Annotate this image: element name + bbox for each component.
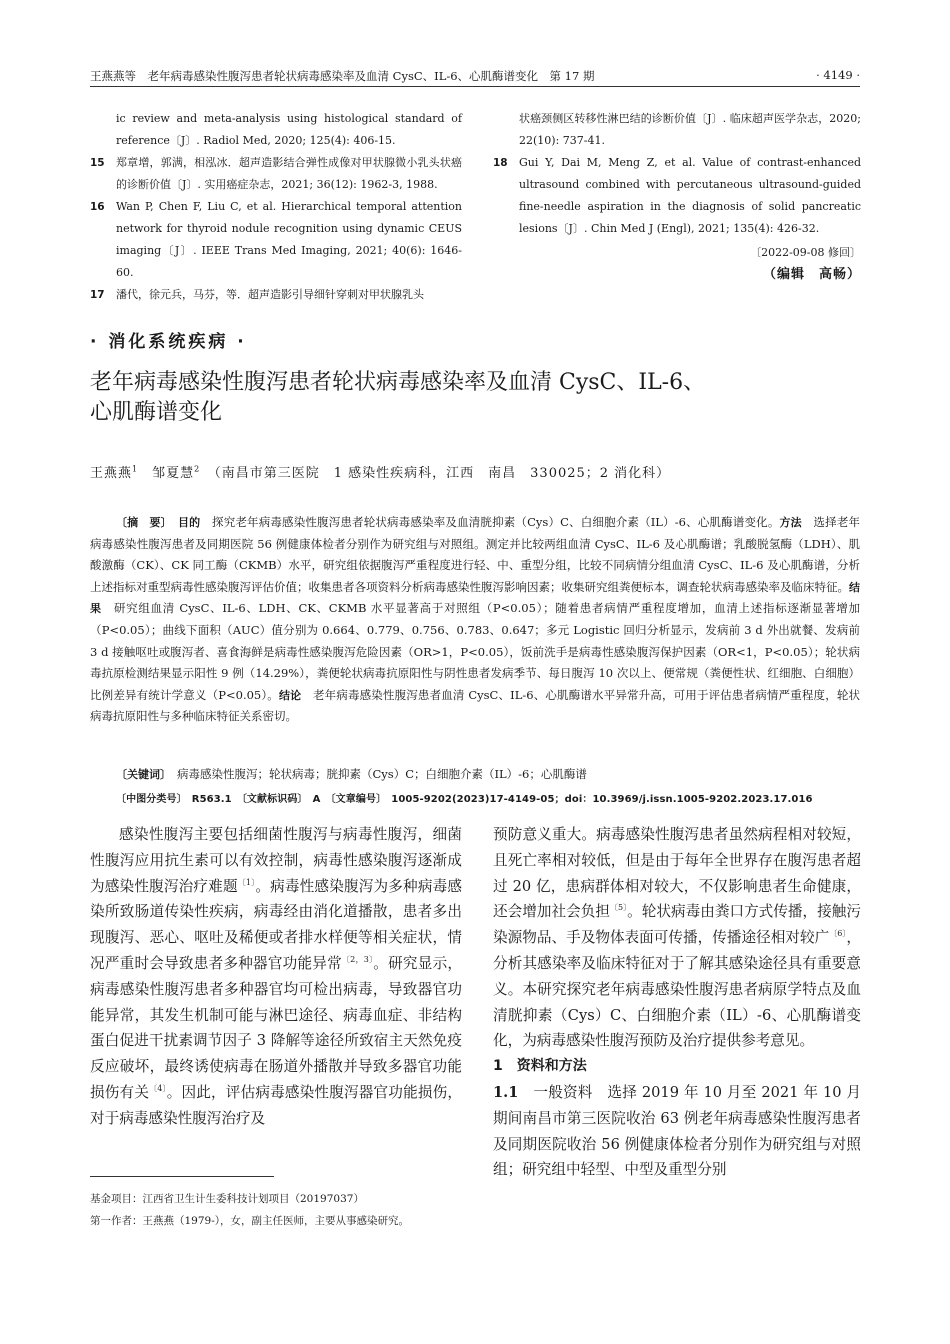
keywords: 〔关键词〕 病毒感染性腹泻；轮状病毒；胱抑素（Cys）C；白细胞介素（IL）-6；心肌酶谱 — [116, 767, 587, 781]
article-title — [90, 368, 860, 428]
author-line: 王燕燕$^1$ 邹夏慧$^2$ （南昌市第三医院 1 感染性疾病科，江西 南昌 330025；2 消化科） — [90, 464, 671, 481]
page-number: · 4149 · — [816, 68, 860, 82]
footnotes — [90, 1188, 462, 1232]
author-name: 邹夏慧 — [152, 466, 195, 481]
article-title-line: 老年病毒感染性腹泻患者轮状病毒感染率及血清 CysC、IL-6、 — [90, 370, 706, 395]
citation[interactable]: 〔6〕 — [829, 929, 847, 939]
editor-credit: （编辑 高畅） — [762, 267, 861, 282]
references-left — [90, 108, 462, 306]
article-title-line: 心肌酶谱变化 — [90, 400, 223, 425]
body-column-left — [90, 822, 462, 1132]
running-header-title: 王燕燕等 老年病毒感染性腹泻患者轮状病毒感染率及血清 CysC、IL-6、心肌酶谱变化 第 17 期 — [90, 69, 595, 83]
citation[interactable]: 〔2，3〕 — [341, 955, 374, 965]
section-label: · 消化系统疾病 · — [90, 332, 247, 352]
reference-item: ic review and meta-analysis using histological standard of reference〔J〕. Radiol Med, 2020; 125(4): 406-15. — [116, 112, 462, 147]
body-column-right — [493, 822, 861, 1183]
citation[interactable]: 〔5〕 — [609, 903, 628, 913]
citation[interactable]: 〔4〕 — [149, 1084, 167, 1094]
footnote-divider — [90, 1176, 274, 1177]
reference-item: 状癌颈侧区转移性淋巴结的诊断价值〔J〕. 临床超声医学杂志，2020; 22(10): 737-41. — [519, 112, 861, 147]
body-paragraph: 1.1 一般资料 选择 2019 年 10 月至 2021 年 10 月期间南昌市第三医院收治 63 例老年病毒感染性腹泻患者及同期医院收治 56 例健康体检者分别作为研究组与对照组；研究组中轻型、中型及重型分别 — [493, 1083, 861, 1179]
body-paragraph: 预防意义重大。病毒感染性腹泻患者虽然病程相对较短，且死亡率相对较低，但是由于每年全世界存在腹泻患者超过 20 亿，患病群体相对较大，不仅影响患者生命健康，还会增加社会负担$^{〔5〕}$。轮状病毒由粪口方式传播，接触污染源物品、手及物体表面可传播，传播途径相对较广$^{〔6〕}$，分析其感染率及临床特征对于了解其感染途径具有重要意义。本研究探究老年病毒感染性腹泻患者病原学特点及血清胱抑素（Cys）C、白细胞介素（IL）-6、心肌酶谱变化，为病毒感染性腹泻预防及治疗提供参考意见。 — [493, 826, 861, 1050]
reference-item: 16 Wan P, Chen F, Liu C, et al. Hierarchical temporal attention network for thyroid nodule recognition using dynamic CEUS imaging〔J〕. IEEE Trans Med Imaging, 2021; 40(6): 1646-60. — [90, 200, 462, 279]
references-right — [493, 108, 861, 286]
footnote-funding: 基金项目：江西省卫生计生委科技计划项目（20197037） — [90, 1193, 364, 1205]
footnote-author: 第一作者：王燕燕（1979-），女，副主任医师，主要从事感染研究。 — [90, 1215, 410, 1227]
subsection-number: 1.1 — [493, 1083, 519, 1101]
running-header — [90, 66, 860, 87]
reference-item: 17 潘代，徐元兵，马芬，等．超声造影引导细针穿刺对甲状腺乳头 — [90, 288, 424, 301]
author-affiliation: （南昌市第三医院 1 感染性疾病科，江西 南昌 330025；2 消化科） — [214, 466, 671, 481]
citation[interactable]: 〔1〕 — [237, 877, 256, 887]
author-name: 王燕燕 — [90, 466, 133, 481]
abstract: 〔摘 要〕 目的 探究老年病毒感染性腹泻患者轮状病毒感染率及血清胱抑素（Cys）C、白细胞介素（IL）-6、心肌酶谱变化。方法 选择老年病毒感染性腹泻患者及同期医院 56 例健康体检者分别作为研究组与对照组。测定并比较两组血清 CysC、IL-6 及心肌酶谱；乳酸脱氢酶（LDH）、肌酸激酶（CK）、CK 同工酶（CKMB）水平，研究组依据腹泻严重程度进行轻、中、重型分组，比较不同病情分组血清 CysC、IL-6 及心肌酶谱，分析上述指标对重型病毒性感染腹泻评估价值；收集患者各项资料分析病毒感染性腹泻影响因素；收集研究组粪便标本，调查轮状病毒感染率及临床特征。结果 研究组血清 CysC、IL-6、LDH、CK、CKMB 水平显著高于对照组（P<0.05）；随着患者病情严重程度增加，血清上述指标逐渐显著增加（P<0.05）；曲线下面积（AUC）值分别为 0.664、0.779、0.756、0.783、0.647；多元 Logistic 回归分析显示，发病前 3 d 外出就餐、发病前 3 d 接触呕吐或腹泻者、喜食海鲜是病毒性感染腹泻危险因素（OR>1，P<0.05），饭前洗手是病毒性感染腹泻保护因素（OR<1，P<0.05）；轮状病毒抗原检测结果显示阳性 9 例（14.29%），粪便轮状病毒抗原阳性与阴性患者发病季节、每日腹泻 10 次以上、便常规（粪便性状、红细胞、白细胞）比例差异有统计学意义（P<0.05）。结论 老年病毒感染性腹泻患者血清 CysC、IL-6、心肌酶谱水平异常升高，可用于评估患者病情严重程度，轮状病毒抗原阳性与多种临床特征关系密切。 — [90, 515, 861, 724]
revision-date: 〔2022-09-08 修回〕 — [750, 246, 861, 259]
reference-item: 15 郑章增，郭满，相泓冰．超声造影结合弹性成像对甲状腺微小乳头状癌的诊断价值〔J〕. 实用癌症杂志，2021; 36(12): 1962-3, 1988. — [90, 156, 462, 191]
classification-line: 〔中图分类号〕 R563.1 〔文献标识码〕 A 〔文章编号〕 1005-9202(2023)17-4149-05；doi：10.3969/j.issn.1005-9202.2023.17.016 — [116, 794, 813, 805]
reference-item: 18 Gui Y, Dai M, Meng Z, et al. Value of contrast-enhanced ultrasound combined with percutaneous ultrasound-guided fine-needle aspiration in the diagnosis of solid pancreatic lesions〔J〕. Chin Med J (Engl), 2021; 135(4): 426-32. — [493, 156, 861, 235]
body-paragraph: 感染性腹泻主要包括细菌性腹泻与病毒性腹泻，细菌性腹泻应用抗生素可以有效控制，病毒性感染腹泻逐渐成为感染性腹泻治疗难题$^{〔1〕}$。病毒性感染腹泻为多种病毒感染所致肠道传染性疾病，病毒经由消化道播散，患者多出现腹泻、恶心、呕吐及稀便或者排水样便等相关症状，情况严重时会导致患者多种器官功能异常$^{〔2,3〕}$。研究显示，病毒感染性腹泻患者多种器官均可检出病毒，导致器官功能异常，其发生机制可能与淋巴途径、病毒血症、非结构蛋白促进干扰素调节因子 3 降解等途径所致宿主天然免疫反应破坏，最终诱使病毒在肠道外播散并导致多器官功能损伤有关$^{〔4〕}$。因此，评估病毒感染性腹泻器官功能损伤，对于病毒感染性腹泻治疗及 — [90, 826, 462, 1127]
section-heading: 1 资料和方法 — [493, 1058, 587, 1075]
